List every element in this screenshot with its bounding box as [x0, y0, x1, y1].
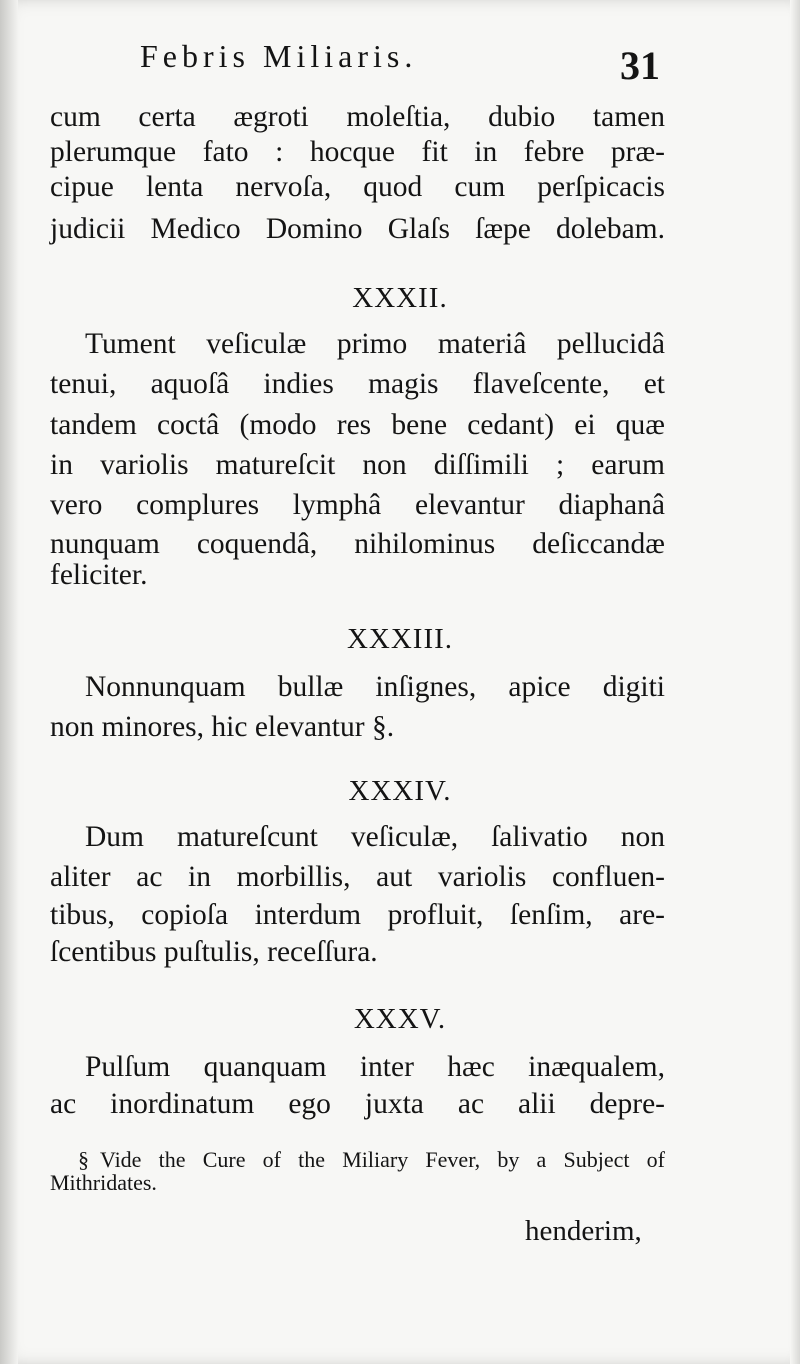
text-line: nunquam coquendâ, nihilominus deſiccandæ: [50, 528, 665, 560]
text-line: Dum matureſcunt veſiculæ, ſalivatio non: [85, 821, 665, 853]
text-line: aliter ac in morbillis, aut variolis confluen-: [50, 861, 665, 893]
text-line: Pulſum quanquam inter hæc inæqualem,: [85, 1051, 665, 1083]
footnote-line: Mithridates.: [50, 1170, 157, 1195]
text-line: in variolis matureſcit non diſſimili ; earum: [50, 449, 665, 481]
running-title: Febris Miliaris.: [140, 38, 418, 74]
section-heading: XXXII.: [352, 282, 448, 314]
text-line: non minores, hic elevantur §.: [50, 711, 395, 743]
section-heading: XXXIV.: [348, 775, 452, 807]
text-line: feliciter.: [50, 559, 148, 591]
text-line: Nonnunquam bullæ inſignes, apice digiti: [85, 671, 665, 703]
text-line: cum certa ægroti moleſtia, dubio tamen: [50, 101, 665, 133]
text-line: tenui, aquoſâ indies magis flaveſcente, et: [50, 368, 665, 400]
text-line: Tument veſiculæ primo materiâ pellucidâ: [85, 328, 665, 360]
text-line: judicii Medico Domino Glaſs ſæpe dolebam.: [50, 213, 665, 245]
gutter-shadow: [0, 0, 18, 1364]
footnote-line: Vide the Cure of the Miliary Fever, by a Subject of: [100, 1147, 665, 1172]
text-line: ſcentibus puſtulis, receſſura.: [50, 936, 378, 968]
footnote-mark: §: [78, 1147, 89, 1172]
text-line: ac inordinatum ego juxta ac alii depre-: [50, 1088, 665, 1120]
page-number: 31: [620, 43, 660, 88]
text-line: plerumque fato : hocque fit in febre præ-: [50, 136, 665, 168]
text-line: cipue lenta nervoſa, quod cum perſpicacis: [50, 171, 665, 203]
section-heading: XXXV.: [353, 1003, 447, 1035]
text-line: tandem coctâ (modo res bene cedant) ei quæ: [50, 409, 665, 441]
edge-shadow: [790, 0, 800, 1364]
section-heading: XXXIII.: [346, 623, 454, 655]
text-line: vero complures lymphâ elevantur diaphanâ: [50, 489, 665, 521]
text-line: tibus, copioſa interdum profluit, ſenſim, are-: [50, 899, 665, 931]
catchword: henderim,: [525, 1215, 642, 1247]
